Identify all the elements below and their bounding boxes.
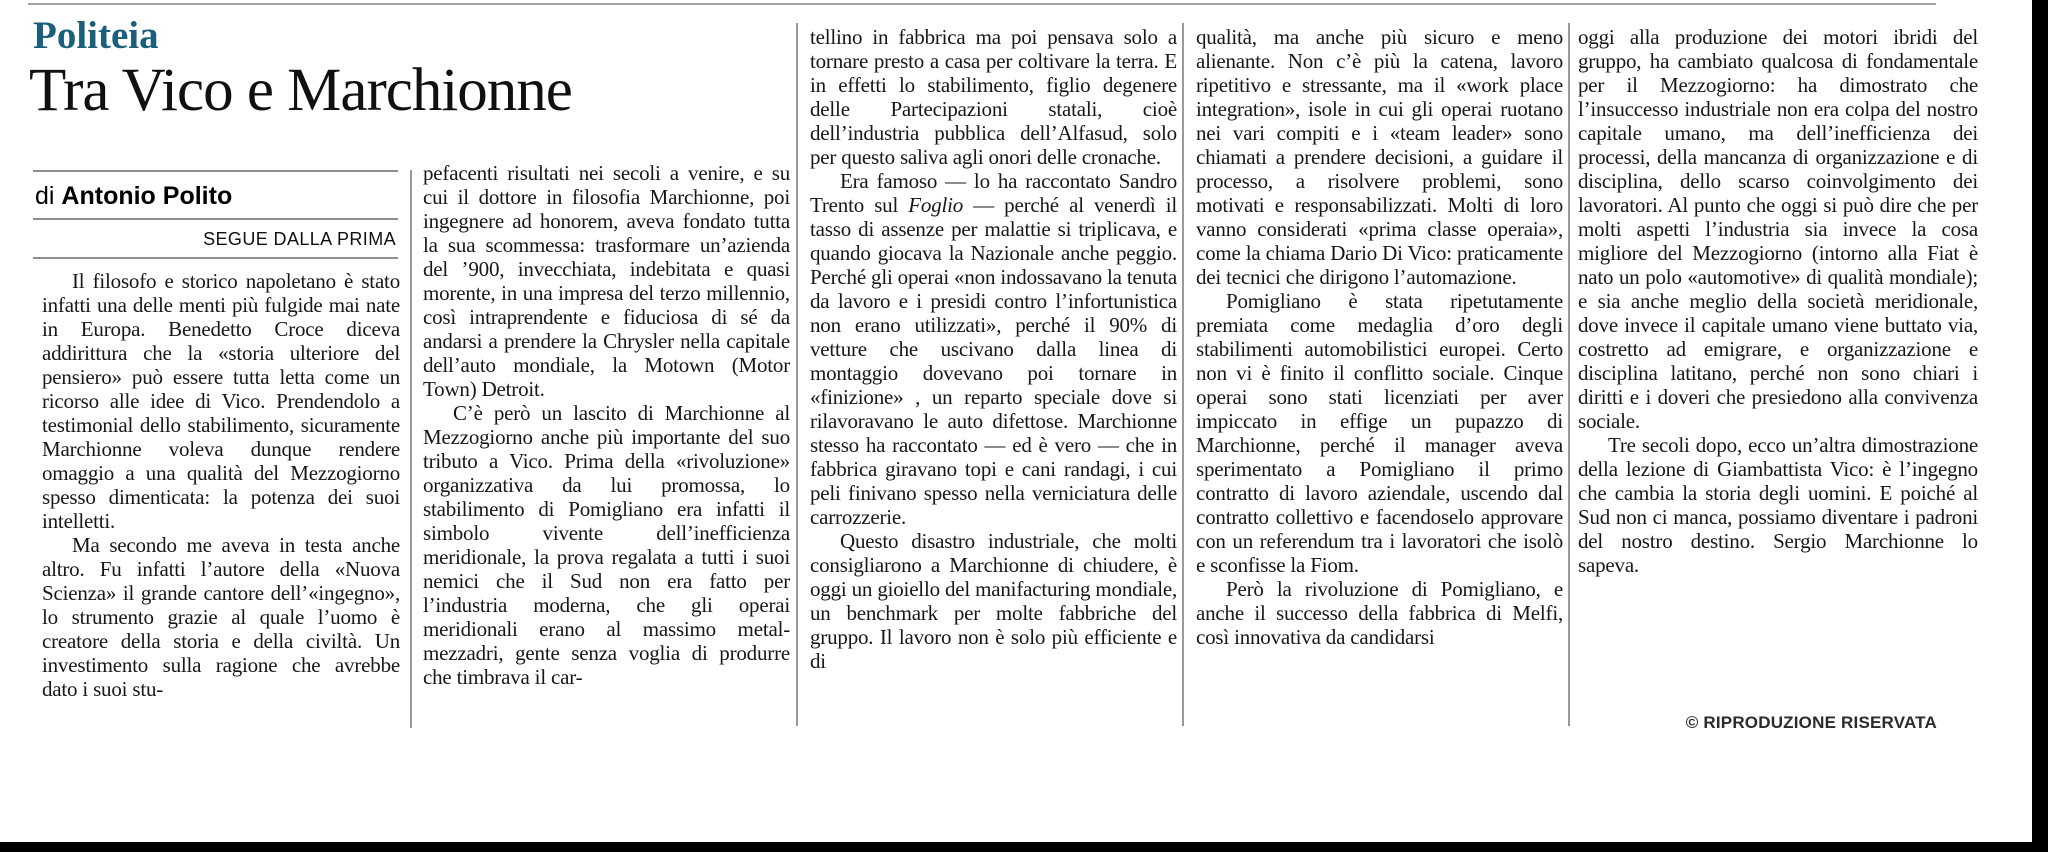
section-label: Politeia [33,14,159,57]
top-rule [28,3,1936,5]
column-divider-3 [1182,23,1184,726]
column-divider-4 [1568,23,1570,726]
column-divider-2 [796,23,798,726]
article-headline: Tra Vico e Marchionne [29,57,572,124]
right-crop-bar [2032,0,2048,852]
continuation-note: SEGUE DALLA PRIMA [203,229,396,249]
paragraph: Questo disastro industriale, che molti consigliarono a Marchionne di chiudere, è oggi un gioiello del manifacturing mondiale, un benchmark per molte fabbriche del gruppo. Il lavoro non è solo più efficiente e di [810,529,1177,673]
byline-block [33,170,398,259]
paragraph: C’è però un lascito di Marchionne al Mezzogiorno anche più importante del suo tributo a Vico. Prima della «rivoluzione» organizzativa da lui promossa, lo stabilimento di Pomigliano era infatti il simbolo vivente dell’inefficienza meridionale, la prova regalata a tutti i suoi nemici che il Sud non era fatto per l’industria moderna, che gli operai meridionali erano al massimo metal-mezzadri, gente senza voglia di produrre che timbrava il car- [423,401,790,689]
paragraph: Tre secoli dopo, ecco un’altra dimostrazione della lezione di Giambattista Vico: è l’ingegno che cambia la storia degli uomini. E poiché al Sud non ci manca, possiamo diventare i padroni del nostro destino. Sergio Marchionne lo sapeva. [1578,433,1978,577]
byline-rule-bottom [33,257,398,259]
paragraph: Ma secondo me aveva in testa anche altro. Fu infatti l’autore della «Nuova Scienza» il grande cantore dell’«ingegno», lo strumento grazie al quale l’uomo è creatore della storia e della civiltà. Un investimento sulla ragione che avrebbe dato i suoi stu- [42,533,400,701]
article-column-1 [42,269,400,739]
article-column-5 [1578,25,1978,731]
paragraph: Il filosofo e storico napoletano è stato infatti una delle menti più fulgide mai nate in Europa. Benedetto Croce diceva addirittura che la «storia ulteriore del pensiero» può essere tutta letta come un ricorso alle idee di Vico. Prendendolo a testimonial dello stabilimento, sicuramente Marchionne voleva dunque rendere omaggio a una qualità del Mezzogiorno spesso dimenticata: la potenza dei suoi intelletti. [42,269,400,533]
bottom-crop-bar [0,842,2048,852]
paragraph: Era famoso — lo ha raccontato Sandro Trento sul Foglio — perché al venerdì il tasso di assenze per malattie si triplicava, e quando giocava la Nazionale anche peggio. Perché gli operai «non indossavano la tenuta da lavoro e i presidi contro l’infortunistica non erano utilizzati», perché il 90% di vetture che uscivano dalla linea di montaggio dovevano poi tornare in «finizione» , un reparto speciale dove si rilavoravano le auto difettose. Marchionne stesso ha raccontato — ed è vero — che in fabbrica giravano topi e cani randagi, i cui peli finivano spesso nella verniciatura delle carrozzerie. [810,169,1177,529]
paragraph: oggi alla produzione dei motori ibridi del gruppo, ha cambiato qualcosa di fondamentale per il Mezzogiorno: ha dimostrato che l’insuccesso industriale non era colpa del nostro capitale umano, ma dell’inefficienza dei processi, della mancanza di organizzazione e di disciplina, dello scarso coinvolgimento dei lavoratori. Al punto che oggi si può dire che per molti aspetti l’industria sia invece la cosa migliore del Mezzogiorno (intorno alla Fiat è nato un polo «automotive» di qualità mondiale); e sia anche meglio della società meridionale, dove invece il capitale umano viene buttato via, costretto ad emigrare, e organizzazione e disciplina latitano, perché non sono chiari i diritti e i doveri che presiedono alla convivenza sociale. [1578,25,1978,433]
column-divider-1 [410,170,412,728]
paragraph: Però la rivoluzione di Pomigliano, e anche il successo della fabbrica di Melfi, così innovativa da candidarsi [1196,577,1563,649]
byline [33,172,398,218]
article-column-4 [1196,25,1563,731]
paragraph: qualità, ma anche più sicuro e meno alienante. Non c’è più la catena, lavoro ripetitivo e stressante, ma il «work place integration», isole in cui gli operai ruotano nei vari compiti e i «team leader» sono chiamati a prendere decisioni, a guidare il processo, a risolvere problemi, sono motivati e responsabilizzati. Molti di loro vanno considerati «prima classe operaia», come la chiama Dario Di Vico: praticamente dei tecnici che dirigono l’automazione. [1196,25,1563,289]
copyright-notice: © RIPRODUZIONE RISERVATA [1685,713,1937,732]
article-column-3 [810,25,1177,731]
paragraph: tellino in fabbrica ma poi pensava solo a tornare presto a casa per coltivare la terra. E in effetti lo stabilimento, figlio degenere delle Partecipazioni statali, cioè dell’industria pubblica dell’Alfasud, solo per questo saliva agli onori delle cronache. [810,25,1177,169]
article-column-2 [423,161,790,729]
byline-author: Antonio Polito [61,182,233,210]
byline-prefix: di [35,182,55,210]
paragraph: Pomigliano è stata ripetutamente premiata come medaglia d’oro degli stabilimenti automobilistici europei. Certo non vi è finito il conflitto sociale. Cinque operai sono stati licenziati per aver impiccato in effige un pupazzo di Marchionne, perché il manager aveva sperimentato a Pomigliano il primo contratto di lavoro aziendale, uscendo dal contratto collettivo e facendoselo approvare con un referendum tra i lavoratori che isolò e sconfisse la Fiom. [1196,289,1563,577]
paragraph: pefacenti risultati nei secoli a venire, e su cui il dottore in filosofia Marchionne, poi ingegnere ad honorem, aveva fondato tutta la sua scommessa: trasformare un’azienda del ’900, invecchiata, indebitata e quasi morente, in una impresa del terzo millennio, così intraprendente e fiduciosa di sé da andarsi a prendere la Chrysler nella capitale dell’auto mondiale, la Motown (Motor Town) Detroit. [423,161,790,401]
